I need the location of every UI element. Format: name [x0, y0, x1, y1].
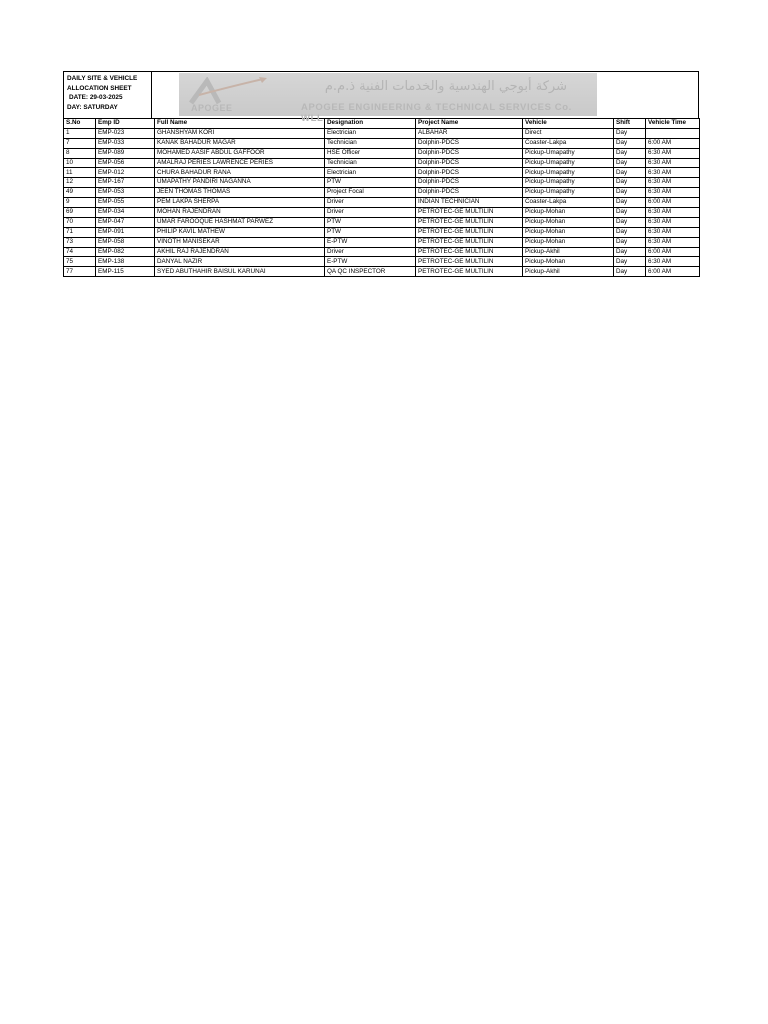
column-header: Project Name	[416, 119, 523, 129]
full-name-cell: MOHAMED AASIF ABDUL GAFFOOR	[155, 148, 325, 158]
column-header: Vehicle	[523, 119, 614, 129]
project-name-cell: PETROTEC-GE MULTILIN	[416, 227, 523, 237]
table-row	[64, 158, 700, 168]
emp-id-cell: EMP-053	[96, 188, 155, 198]
column-header: Designation	[325, 119, 416, 129]
sno-cell: 71	[64, 227, 96, 237]
shift-cell: Day	[614, 257, 646, 267]
designation-cell: Project Focal	[325, 188, 416, 198]
full-name-cell: JEEN THOMAS THOMAS	[155, 188, 325, 198]
full-name-cell: PHILIP KAVIL MATHEW	[155, 227, 325, 237]
project-name-cell: PETROTEC-GE MULTILIN	[416, 208, 523, 218]
designation-cell: Driver	[325, 247, 416, 257]
vehicle-time-cell: 6:00 AM	[646, 198, 700, 208]
shift-cell: Day	[614, 168, 646, 178]
full-name-cell: MOHAN RAJENDRAN	[155, 208, 325, 218]
full-name-cell: UMAPATHY PANDIRI NAGANNA	[155, 178, 325, 188]
table-row	[64, 237, 700, 247]
apogee-logo-icon	[189, 77, 269, 105]
vehicle-time-cell: 6:00 AM	[646, 267, 700, 277]
table-row	[64, 208, 700, 218]
vehicle-time-cell: 6:30 AM	[646, 148, 700, 158]
project-name-cell: PETROTEC-GE MULTILIN	[416, 247, 523, 257]
sno-cell: 70	[64, 217, 96, 227]
vehicle-time-cell: 6:30 AM	[646, 178, 700, 188]
vehicle-time-cell: 6:00 AM	[646, 247, 700, 257]
shift-cell: Day	[614, 128, 646, 138]
full-name-cell: SYED ABUTHAHIR BAISUL KARUNAI	[155, 267, 325, 277]
emp-id-cell: EMP-012	[96, 168, 155, 178]
sno-cell: 1	[64, 128, 96, 138]
project-name-cell: PETROTEC-GE MULTILIN	[416, 217, 523, 227]
sheet-date: DATE: 29-03-2025	[69, 94, 123, 102]
project-name-cell: INDIAN TECHNICIAN	[416, 198, 523, 208]
designation-cell: Technician	[325, 158, 416, 168]
table-row	[64, 148, 700, 158]
table-row	[64, 128, 700, 138]
full-name-cell: PEM LAKPA SHERPA	[155, 198, 325, 208]
shift-cell: Day	[614, 178, 646, 188]
project-name-cell: ALBAHAR	[416, 128, 523, 138]
emp-id-cell: EMP-055	[96, 198, 155, 208]
designation-cell: Driver	[325, 198, 416, 208]
vehicle-cell: Pickup-Umapathy	[523, 158, 614, 168]
sno-cell: 75	[64, 257, 96, 267]
full-name-cell: UMAR FAROOQUE HASHMAT PARWEZ	[155, 217, 325, 227]
full-name-cell: DANYAL NAZIR	[155, 257, 325, 267]
vehicle-cell: Pickup-Umapathy	[523, 148, 614, 158]
table-row	[64, 227, 700, 237]
project-name-cell: PETROTEC-GE MULTILIN	[416, 257, 523, 267]
designation-cell: Electrician	[325, 128, 416, 138]
table-row	[64, 198, 700, 208]
project-name-cell: Dolphin-PDCS	[416, 168, 523, 178]
table-row	[64, 178, 700, 188]
project-name-cell: Dolphin-PDCS	[416, 158, 523, 168]
vehicle-time-cell: 6:30 AM	[646, 257, 700, 267]
designation-cell: PTW	[325, 178, 416, 188]
shift-cell: Day	[614, 148, 646, 158]
shift-cell: Day	[614, 237, 646, 247]
shift-cell: Day	[614, 158, 646, 168]
vehicle-cell: Pickup-Mohan	[523, 227, 614, 237]
vehicle-time-cell	[646, 128, 700, 138]
column-header: Vehicle Time	[646, 119, 700, 129]
project-name-cell: PETROTEC-GE MULTILIN	[416, 267, 523, 277]
designation-cell: E-PTW	[325, 237, 416, 247]
shift-cell: Day	[614, 188, 646, 198]
shift-cell: Day	[614, 208, 646, 218]
full-name-cell: KANAK BAHADUR MAGAR	[155, 138, 325, 148]
shift-cell: Day	[614, 217, 646, 227]
column-header: S.No	[64, 119, 96, 129]
sno-cell: 10	[64, 158, 96, 168]
vehicle-time-cell: 6:30 AM	[646, 227, 700, 237]
column-header: Full Name	[155, 119, 325, 129]
vehicle-cell: Pickup-Umapathy	[523, 178, 614, 188]
vehicle-time-cell: 6:30 AM	[646, 217, 700, 227]
designation-cell: Technician	[325, 138, 416, 148]
project-name-cell: Dolphin-PDCS	[416, 138, 523, 148]
sno-cell: 49	[64, 188, 96, 198]
vehicle-cell: Pickup-Mohan	[523, 257, 614, 267]
emp-id-cell: EMP-167	[96, 178, 155, 188]
table-row	[64, 188, 700, 198]
sno-cell: 69	[64, 208, 96, 218]
sheet-title-block	[64, 72, 152, 118]
vehicle-cell: Pickup-Akhil	[523, 267, 614, 277]
vehicle-cell: Pickup-Umapathy	[523, 168, 614, 178]
shift-cell: Day	[614, 267, 646, 277]
vehicle-cell: Coaster-Lakpa	[523, 138, 614, 148]
vehicle-cell: Pickup-Mohan	[523, 237, 614, 247]
designation-cell: PTW	[325, 227, 416, 237]
shift-cell: Day	[614, 198, 646, 208]
sno-cell: 74	[64, 247, 96, 257]
sno-cell: 11	[64, 168, 96, 178]
table-row	[64, 247, 700, 257]
sno-cell: 12	[64, 178, 96, 188]
designation-cell: HSE Officer	[325, 148, 416, 158]
table-row	[64, 138, 700, 148]
vehicle-time-cell: 6:30 AM	[646, 237, 700, 247]
sno-cell: 77	[64, 267, 96, 277]
shift-cell: Day	[614, 227, 646, 237]
column-header: Emp ID	[96, 119, 155, 129]
project-name-cell: Dolphin-PDCS	[416, 148, 523, 158]
vehicle-time-cell: 6:30 AM	[646, 168, 700, 178]
emp-id-cell: EMP-091	[96, 227, 155, 237]
sheet-day: DAY: SATURDAY	[67, 103, 118, 111]
emp-id-cell: EMP-082	[96, 247, 155, 257]
table-row	[64, 168, 700, 178]
emp-id-cell: EMP-034	[96, 208, 155, 218]
project-name-cell: PETROTEC-GE MULTILIN	[416, 237, 523, 247]
emp-id-cell: EMP-056	[96, 158, 155, 168]
vehicle-cell: Coaster-Lakpa	[523, 198, 614, 208]
shift-cell: Day	[614, 138, 646, 148]
emp-id-cell: EMP-047	[96, 217, 155, 227]
table-row	[64, 217, 700, 227]
allocation-table	[63, 118, 700, 277]
vehicle-cell: Pickup-Akhil	[523, 247, 614, 257]
designation-cell: QA QC INSPECTOR	[325, 267, 416, 277]
company-name-english: APOGEE ENGINEERING & TECHNICAL SERVICES Co. WLL	[301, 102, 572, 124]
emp-id-cell: EMP-115	[96, 267, 155, 277]
vehicle-time-cell: 6:30 AM	[646, 208, 700, 218]
vehicle-time-cell: 6:30 AM	[646, 188, 700, 198]
designation-cell: Driver	[325, 208, 416, 218]
emp-id-cell: EMP-023	[96, 128, 155, 138]
sheet-title-line2: ALLOCATION SHEET	[67, 84, 132, 92]
full-name-cell: AMALRAJ PERIES LAWRENCE PERIES	[155, 158, 325, 168]
vehicle-cell: Pickup-Umapathy	[523, 188, 614, 198]
emp-id-cell: EMP-033	[96, 138, 155, 148]
sno-cell: 73	[64, 237, 96, 247]
emp-id-cell: EMP-089	[96, 148, 155, 158]
full-name-cell: AKHIL RAJ RAJENDRAN	[155, 247, 325, 257]
logo-wordmark: APOGEE	[191, 103, 233, 113]
project-name-cell: Dolphin-PDCS	[416, 178, 523, 188]
allocation-sheet	[63, 71, 699, 277]
vehicle-cell: Pickup-Mohan	[523, 217, 614, 227]
vehicle-time-cell: 6:30 AM	[646, 158, 700, 168]
table-body	[64, 128, 700, 276]
column-header: Shift	[614, 119, 646, 129]
vehicle-cell: Pickup-Mohan	[523, 208, 614, 218]
sno-cell: 7	[64, 138, 96, 148]
sheet-title-line1: DAILY SITE & VEHICLE	[67, 75, 138, 82]
table-row	[64, 257, 700, 267]
emp-id-cell: EMP-138	[96, 257, 155, 267]
project-name-cell: Dolphin-PDCS	[416, 188, 523, 198]
designation-cell: Electrician	[325, 168, 416, 178]
sno-cell: 8	[64, 148, 96, 158]
full-name-cell: VINOTH MANISEKAR	[155, 237, 325, 247]
table-row	[64, 267, 700, 277]
full-name-cell: GHANSHYAM KORI	[155, 128, 325, 138]
designation-cell: E-PTW	[325, 257, 416, 267]
vehicle-cell: Direct	[523, 128, 614, 138]
designation-cell: PTW	[325, 217, 416, 227]
full-name-cell: CHURA BAHADUR RANA	[155, 168, 325, 178]
emp-id-cell: EMP-058	[96, 237, 155, 247]
sno-cell: 9	[64, 198, 96, 208]
shift-cell: Day	[614, 247, 646, 257]
vehicle-time-cell: 6:00 AM	[646, 138, 700, 148]
company-name-arabic: شركة أبوجي الهندسية والخدمات الفنية ذ.م.م	[324, 79, 567, 94]
